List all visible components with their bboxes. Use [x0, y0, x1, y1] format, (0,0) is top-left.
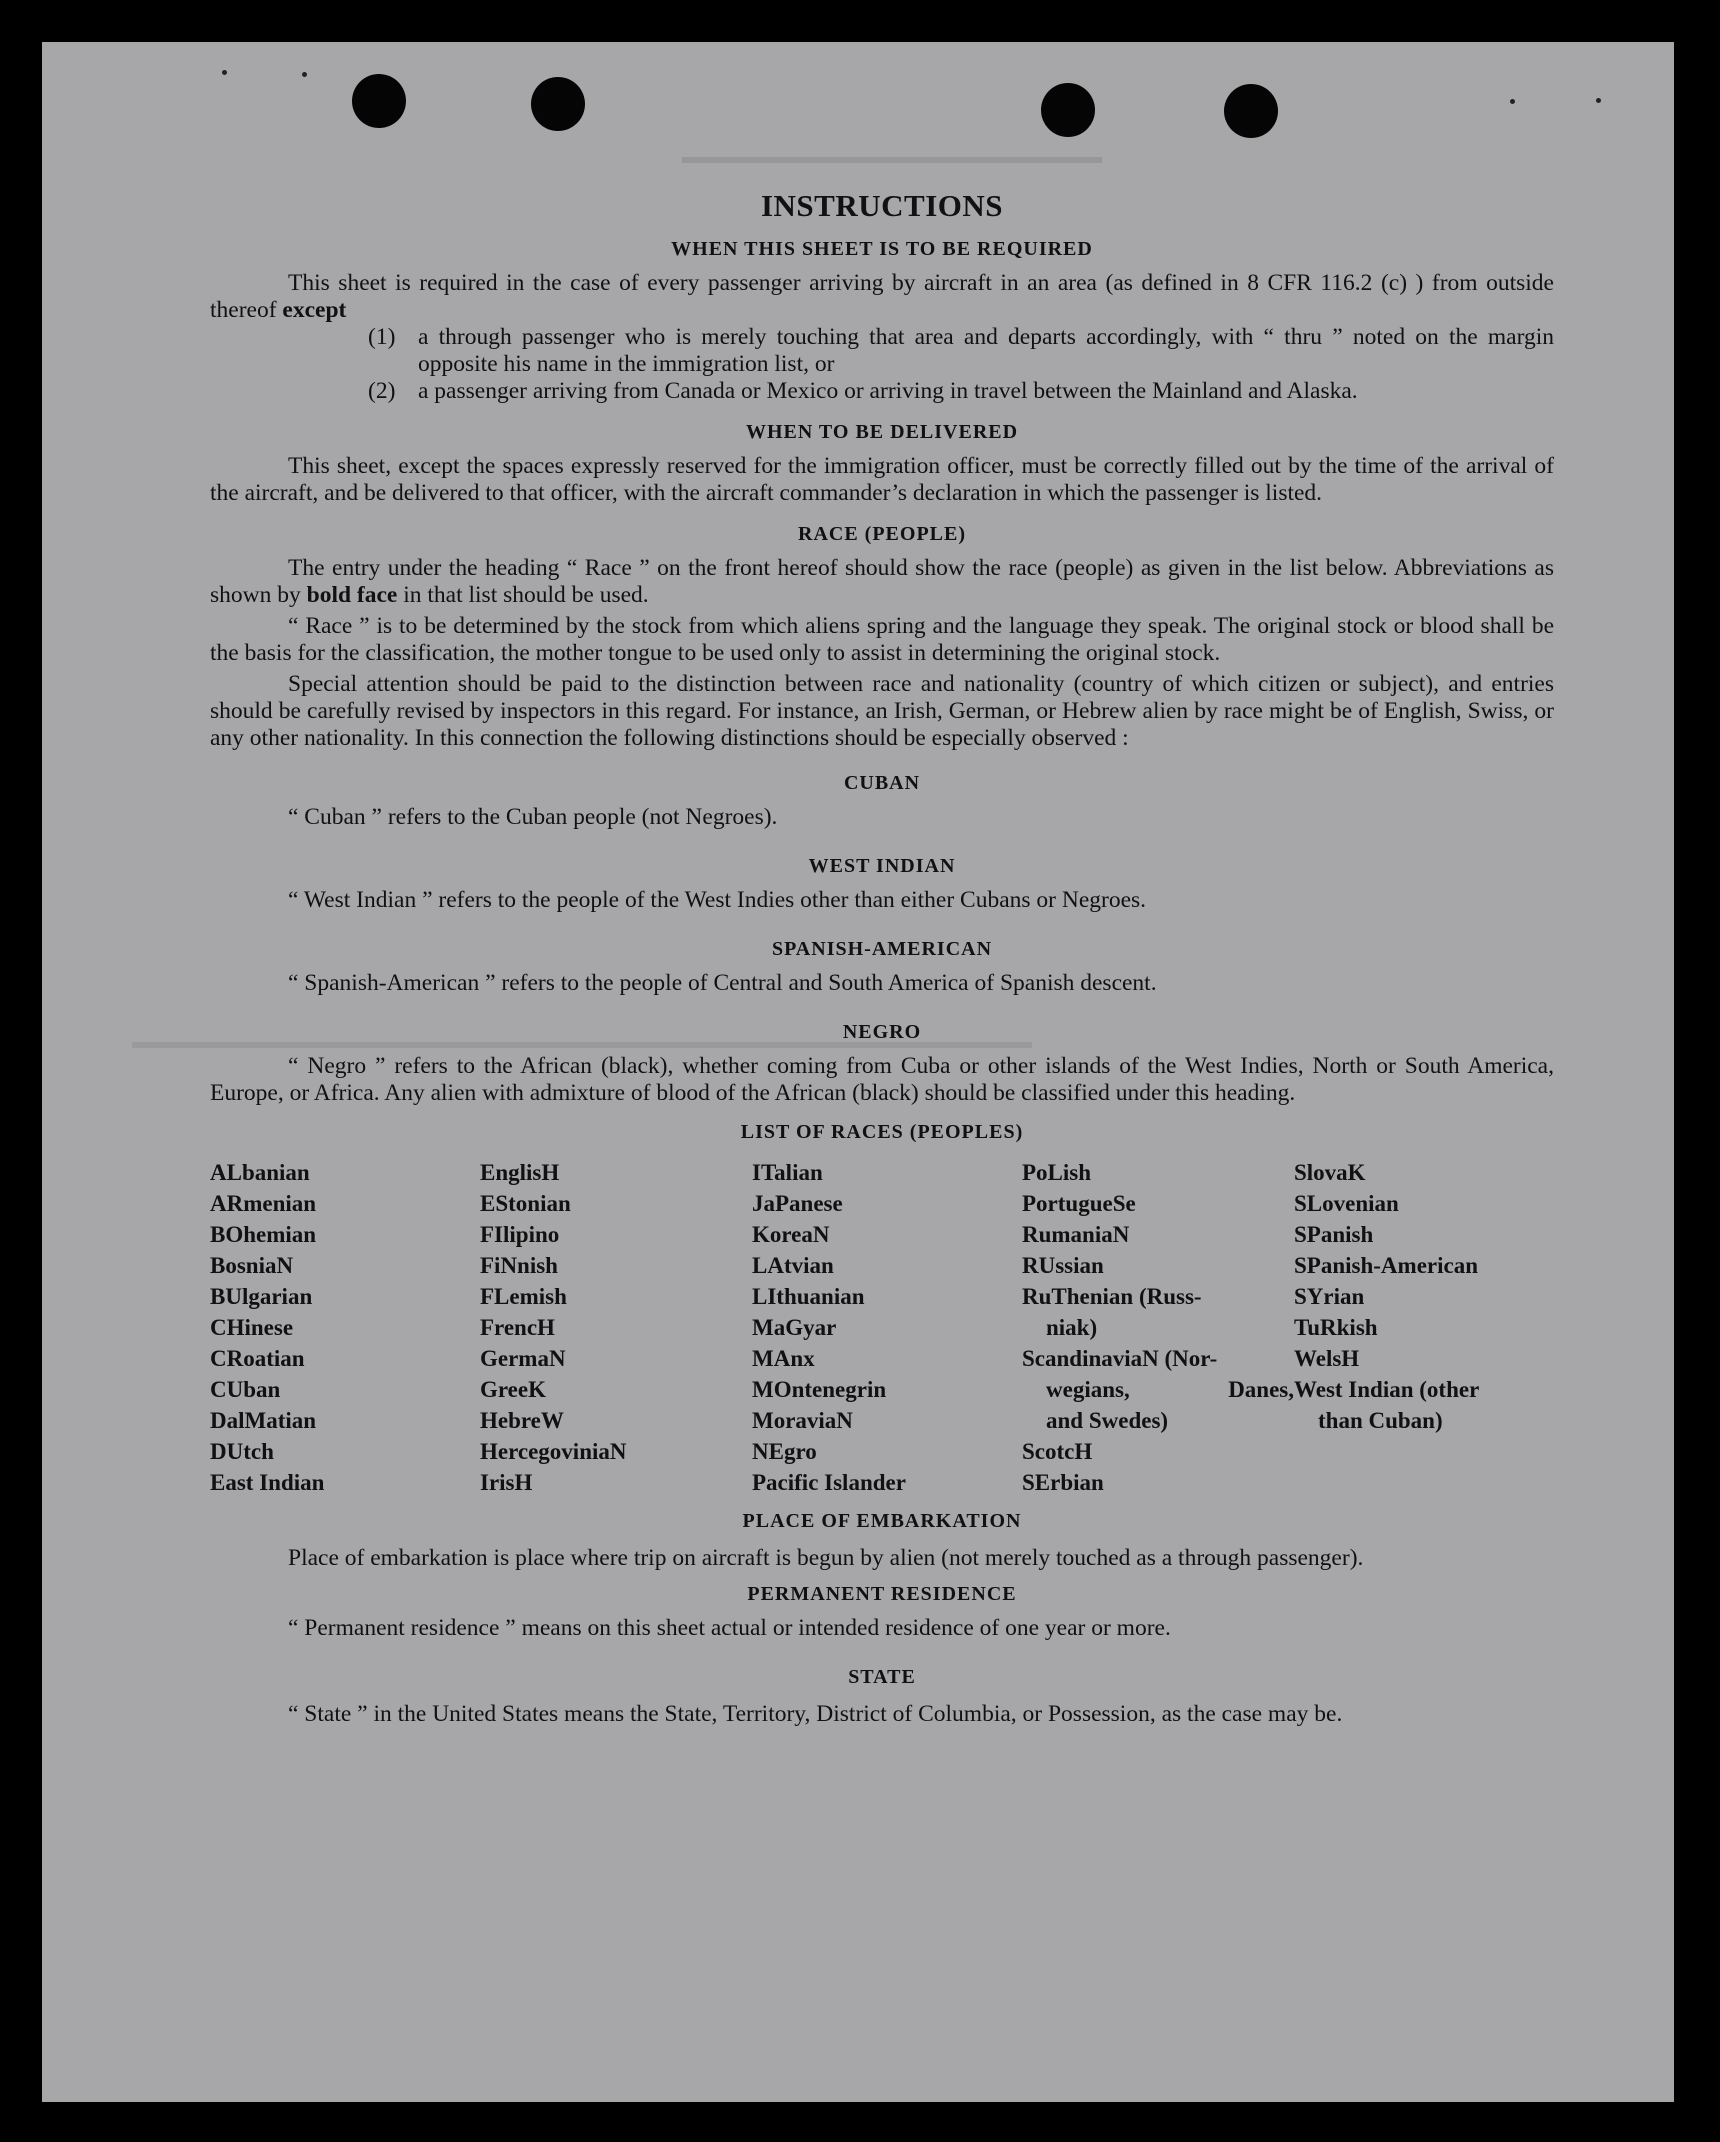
- race-paragraph-2: “ Race ” is to be determined by the stock from which aliens spring and the language they speak. The original stock or blood shall be the basis for the classification, the mother tongue to be used only to assist in determining the original stock.: [210, 613, 1554, 666]
- race-item: West Indian (other: [1294, 1377, 1480, 1402]
- west-indian-text: “ West Indian ” refers to the people of the West Indies other than either Cubans or Negroes.: [288, 887, 1147, 913]
- race-item: MaGyar: [752, 1315, 837, 1340]
- race-item: MOntenegrin: [752, 1377, 887, 1402]
- race-item: FiNnish: [480, 1253, 558, 1278]
- race-list-table: [210, 1157, 1554, 1498]
- page-title: INSTRUCTIONS: [760, 188, 1003, 223]
- race-item: NEgro: [752, 1439, 817, 1464]
- race-item: ScotcH: [1022, 1439, 1093, 1464]
- section-heading-list-of-races: LIST OF RACES (PEOPLES): [740, 1121, 1024, 1143]
- race-item: RUssian: [1022, 1253, 1104, 1278]
- section-heading-required: WHEN THIS SHEET IS TO BE REQUIRED: [671, 238, 1093, 260]
- negro-text: “ Negro ” refers to the African (black), whether coming from Cuba or other islands of the West Indies, North or South America, Europe, or Africa. Any alien with admixture of blood of the African (black) should be classified under this heading.: [210, 1053, 1554, 1106]
- race-item: SPanish-American: [1294, 1253, 1478, 1278]
- race-item: KoreaN: [752, 1222, 830, 1247]
- race-column-4: [1022, 1157, 1294, 1498]
- punch-hole: [1041, 83, 1095, 137]
- punch-hole: [531, 77, 585, 131]
- punch-hole: [1224, 84, 1278, 138]
- race-item: LAtvian: [752, 1253, 834, 1278]
- race-column-3: [752, 1157, 1022, 1498]
- race-item-continued: niak): [1046, 1315, 1098, 1340]
- race-item: SYrian: [1294, 1284, 1365, 1309]
- race-item: FrencH: [480, 1315, 555, 1340]
- embarkation-text: Place of embarkation is place where trip on aircraft is begun by alien (not merely touched as a through passenger).: [288, 1545, 1364, 1571]
- punch-hole: [352, 74, 406, 128]
- race-item: DUtch: [210, 1439, 274, 1464]
- race-item: LIthuanian: [752, 1284, 865, 1309]
- race-item: GermaN: [480, 1346, 566, 1371]
- race-item: EStonian: [480, 1191, 571, 1216]
- race-item: BUlgarian: [210, 1284, 313, 1309]
- required-intro: This sheet is required in the case of every passenger arriving by aircraft in an area (as defined in 8 CFR 116.2 (c) ) from outside thereof except: [210, 270, 1554, 323]
- required-item-2: (2) a passenger arriving from Canada or Mexico or arriving in travel between the Mainland and Alaska.: [368, 378, 1358, 404]
- race-item: HercegoviniaN: [480, 1439, 627, 1464]
- race-item: ITalian: [752, 1160, 823, 1185]
- race-item: FLemish: [480, 1284, 567, 1309]
- delivered-text: This sheet, except the spaces expressly reserved for the immigration officer, must be correctly filled out by the time of the arrival of the aircraft, and be delivered to that officer, with the aircraft commander’s declaration in which the passenger is listed.: [210, 453, 1554, 506]
- section-heading-cuban: CUBAN: [843, 772, 921, 794]
- race-item: IrisH: [480, 1470, 533, 1495]
- section-heading-spanish-american: SPANISH-AMERICAN: [771, 938, 993, 960]
- required-item-1: (1) a through passenger who is merely touching that area and departs accordingly, with “ thru ” noted on the margin opposite his name in the immigration list, or: [368, 324, 1554, 377]
- cuban-text: “ Cuban ” refers to the Cuban people (not Negroes).: [288, 804, 778, 830]
- race-item: Pacific Islander: [752, 1470, 906, 1495]
- race-item: SErbian: [1022, 1470, 1104, 1495]
- speck: [1596, 98, 1601, 103]
- race-item: FIlipino: [480, 1222, 560, 1247]
- race-item: CHinese: [210, 1315, 294, 1340]
- race-item: SlovaK: [1294, 1160, 1366, 1185]
- race-item: GreeK: [480, 1377, 546, 1402]
- section-heading-residence: PERMANENT RESIDENCE: [747, 1583, 1017, 1605]
- race-item: CRoatian: [210, 1346, 305, 1371]
- race-item: MoraviaN: [752, 1408, 853, 1433]
- document-sheet: [42, 42, 1674, 2102]
- race-item: JaPanese: [752, 1191, 843, 1216]
- race-item: PoLish: [1022, 1160, 1092, 1185]
- race-item: CUban: [210, 1377, 281, 1402]
- race-column-2: [480, 1157, 752, 1498]
- section-heading-state: STATE: [848, 1666, 916, 1688]
- section-heading-race: RACE (PEOPLE): [798, 523, 966, 545]
- race-item: ScandinaviaN (Nor-: [1022, 1346, 1218, 1371]
- race-item: RuThenian (Russ-: [1022, 1284, 1202, 1309]
- race-paragraph-3: Special attention should be paid to the distinction between race and nationality (country of which citizen or subject), and entries should be carefully revised by inspectors in this regard. For instance, an Irish, German, or Hebrew alien by race might be of English, Swiss, or any other nationality. In this connection the following distinctions should be especially observed :: [210, 671, 1554, 751]
- race-item: SLovenian: [1294, 1191, 1399, 1216]
- spanish-american-text: “ Spanish-American ” refers to the people of Central and South America of Spanish descent.: [288, 970, 1157, 996]
- section-heading-west-indian: WEST INDIAN: [808, 855, 956, 877]
- race-item: BosniaN: [210, 1253, 294, 1278]
- speck: [302, 72, 307, 77]
- race-column-1: [210, 1157, 480, 1498]
- except-bold: except: [282, 297, 347, 323]
- race-item: SPanish: [1294, 1222, 1374, 1247]
- race-item: WelsH: [1294, 1346, 1360, 1371]
- speck: [1510, 99, 1515, 104]
- race-paragraph-1: The entry under the heading “ Race ” on the front hereof should show the race (people) as given in the list below. Abbreviations as shown by bold face in that list should be used.: [210, 555, 1554, 608]
- speck: [222, 70, 227, 75]
- residence-text: “ Permanent residence ” means on this sheet actual or intended residence of one year or more.: [288, 1615, 1171, 1641]
- race-item: PortugueSe: [1022, 1191, 1136, 1216]
- race-column-5: [1294, 1157, 1554, 1498]
- instructions-body: [210, 188, 1554, 1731]
- race-item-continued: and Swedes): [1046, 1408, 1169, 1433]
- race-item: RumaniaN: [1022, 1222, 1130, 1247]
- race-item: HebreW: [480, 1408, 564, 1433]
- bold-face-text: bold face: [306, 582, 398, 608]
- section-heading-negro: NEGRO: [842, 1021, 922, 1043]
- bleed-through-mark: [682, 157, 1102, 183]
- race-item: ARmenian: [210, 1191, 317, 1216]
- state-text: “ State ” in the United States means the State, Territory, District of Columbia, or Possession, as the case may be.: [288, 1701, 1343, 1727]
- race-item-continued: wegians, Danes,: [1046, 1377, 1294, 1402]
- race-item: EnglisH: [480, 1160, 560, 1185]
- race-item: DalMatian: [210, 1408, 317, 1433]
- race-item: BOhemian: [210, 1222, 317, 1247]
- section-heading-delivered: WHEN TO BE DELIVERED: [745, 421, 1019, 443]
- section-heading-embarkation: PLACE OF EMBARKATION: [742, 1510, 1022, 1532]
- race-item-continued: than Cuban): [1318, 1408, 1443, 1433]
- race-item: East Indian: [210, 1470, 325, 1495]
- race-item: TuRkish: [1294, 1315, 1378, 1340]
- race-item: ALbanian: [210, 1160, 310, 1185]
- race-item: MAnx: [752, 1346, 815, 1371]
